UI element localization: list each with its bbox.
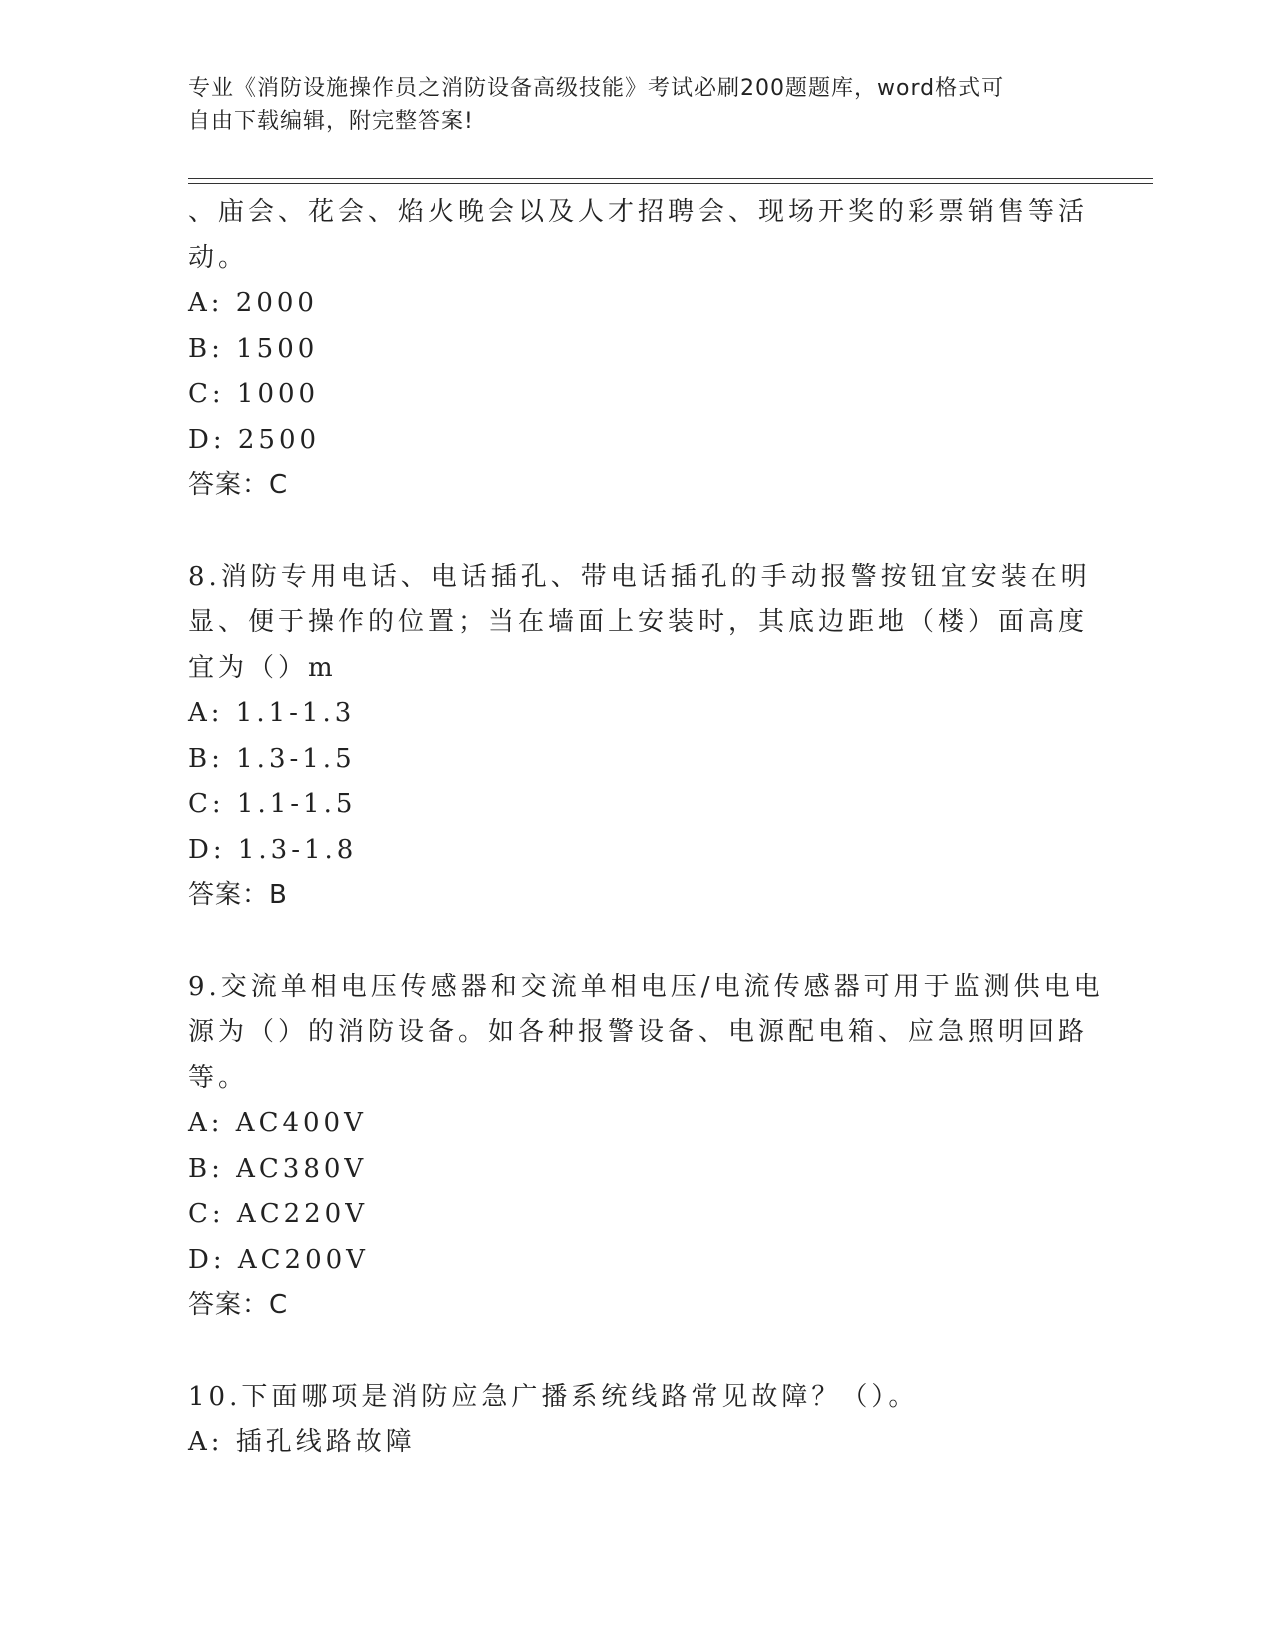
header-line-2: 自由下载编辑，附完整答案! bbox=[188, 109, 474, 134]
question-block bbox=[188, 1375, 1088, 1466]
header-line-1: 专业《消防设施操作员之消防设备高级技能》考试必刷200题题库，word格式可 bbox=[188, 76, 1005, 101]
answer-line: 答案：C bbox=[188, 470, 289, 500]
option-b: B: AC380V bbox=[188, 1153, 368, 1184]
option-b: B: 1500 bbox=[188, 333, 319, 364]
page-header bbox=[188, 72, 1088, 138]
answer-line: 答案：C bbox=[188, 1290, 289, 1320]
option-a: A: 2000 bbox=[188, 288, 318, 318]
question-stem-line: 9.交流单相电压传感器和交流单相电压/电流传感器可用于监测供电电 bbox=[188, 971, 1104, 1002]
question-stem-line: 等。 bbox=[188, 1062, 249, 1093]
question-stem-line: 8.消防专用电话、电话插孔、带电话插孔的手动报警按钮宜安装在明 bbox=[188, 561, 1091, 592]
question-stem-line: 显、便于操作的位置；当在墙面上安装时，其底边距地（楼）面高度 bbox=[188, 607, 1089, 637]
option-a: A: 插孔线路故障 bbox=[188, 1427, 416, 1457]
spacer bbox=[188, 509, 1088, 555]
question-stem-line: 10.下面哪项是消防应急广播系统线路常见故障？（）。 bbox=[188, 1381, 919, 1412]
spacer bbox=[188, 1329, 1088, 1375]
question-stem-line: 动。 bbox=[188, 242, 249, 273]
option-d: D: AC200V bbox=[188, 1244, 369, 1275]
question-stem-line: 宜为（）m bbox=[188, 652, 337, 683]
question-block bbox=[188, 190, 1088, 509]
question-stem-line: 、庙会、花会、焰火晚会以及人才招聘会、现场开奖的彩票销售等活 bbox=[188, 197, 1089, 227]
option-c: C: 1000 bbox=[188, 379, 320, 409]
option-a: A: AC400V bbox=[188, 1108, 367, 1138]
option-c: C: AC220V bbox=[188, 1199, 368, 1229]
option-c: C: 1.1-1.5 bbox=[188, 789, 357, 819]
question-stem-line: 源为（）的消防设备。如各种报警设备、电源配电箱、应急照明回路 bbox=[188, 1017, 1089, 1047]
option-a: A: 1.1-1.3 bbox=[188, 698, 356, 728]
question-block bbox=[188, 555, 1091, 919]
option-d: D: 1.3-1.8 bbox=[188, 834, 358, 865]
option-d: D: 2500 bbox=[188, 424, 321, 455]
option-b: B: 1.3-1.5 bbox=[188, 743, 356, 774]
question-block bbox=[188, 965, 1104, 1329]
answer-line: 答案：B bbox=[188, 880, 288, 910]
header-divider bbox=[188, 178, 1153, 184]
question-list bbox=[188, 190, 1104, 1466]
spacer bbox=[188, 919, 1088, 965]
